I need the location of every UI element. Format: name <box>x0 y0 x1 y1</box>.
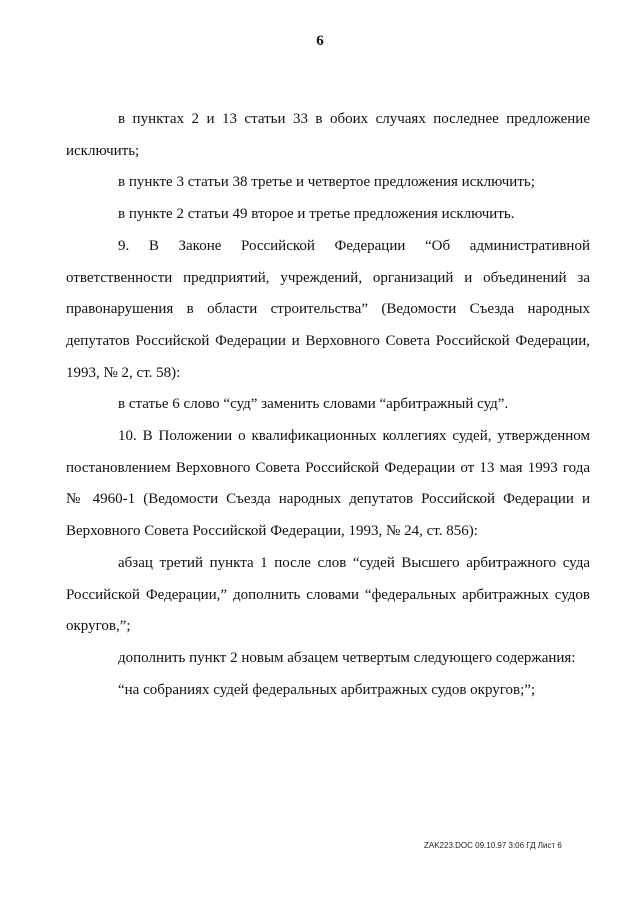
paragraph: 10. В Положении о квалификационных коллегиях судей, утвержденном постановлением Верховного Совета Российской Федерации от 13 мая 1993 года № 4960-1 (Ведомости Съезда народных депутатов Российской Федерации и Верховного Совета Российской Федерации, 1993, № 24, ст. 856): <box>66 428 590 540</box>
paragraph: абзац третий пункта 1 после слов “судей Высшего арбитражного суда Российской Федерации,” дополнить словами “федеральных арбитражных судов округов,”; <box>66 554 590 635</box>
paragraph: в пункте 2 статьи 49 второе и третье предложения исключить. <box>118 206 515 223</box>
document-body <box>66 104 590 706</box>
page-number: 6 <box>316 33 324 49</box>
document-footer: ZAK223.DOC 09.10.97 3:06 ГД Лист 6 <box>424 841 562 850</box>
paragraph: в пункте 3 статьи 38 третье и четвертое предложения исключить; <box>118 174 535 191</box>
paragraph: дополнить пункт 2 новым абзацем четвертым следующего содержания: <box>118 649 576 666</box>
paragraph: в статье 6 слово “суд” заменить словами “арбитражный суд”. <box>118 396 509 413</box>
paragraph: 9. В Законе Российской Федерации “Об административной ответственности предприятий, учреждений, организаций и объединений за правонарушения в области строительства” (Ведомости Съезда народных депутатов Российской Федерации и Верховного Совета Российской Федерации, 1993, № 2, ст. 58): <box>66 237 590 381</box>
paragraph: “на собраниях судей федеральных арбитражных судов округов;”; <box>118 681 536 698</box>
paragraph: в пунктах 2 и 13 статьи 33 в обоих случаях последнее предложение исключить; <box>66 111 590 159</box>
